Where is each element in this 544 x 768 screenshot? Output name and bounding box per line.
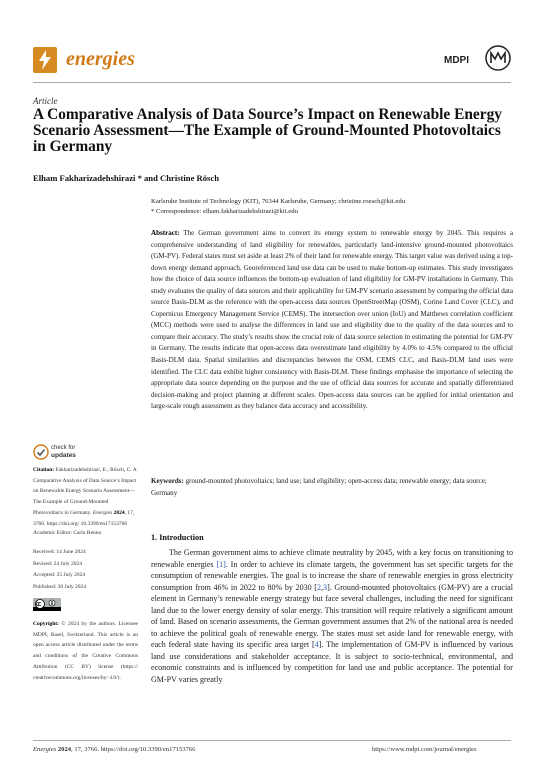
intro-text: The German government aims to achieve climate neutrality by 2045, with a key focus on transitioning to renewable energies — [151, 548, 513, 569]
citation-link[interactable]: 2 — [316, 582, 322, 592]
citation-text: Fakharizadehshirazi, E.; Rösch, C. A Comparative Analysis of Data Source’s Impact on Renewable Energy Scenario Assessment—The Example of Ground-Mounted Photovoltaics in Germany. — [33, 467, 137, 516]
footer-citation — [33, 746, 195, 753]
publisher-name: MDPI — [444, 55, 469, 66]
citation-doi[interactable]: , 17, 3766. https://doi.org/ 10.3390/en17153766 — [33, 509, 135, 527]
intro-text: ]. The implementation of GM-PV is influenced by various land use considerations and stakeholder acceptance. It is subject to socio-technical, environmental, and economic constraints and is influenced by competition for land use and public acceptance. The potential for GM-PV varies greatly — [151, 640, 513, 685]
footer-doi[interactable]: , 17, 3766. https://doi.org/10.3390/en17153766 — [71, 746, 196, 753]
affiliation-block — [151, 197, 511, 217]
footer-rule — [33, 740, 511, 741]
citation-year: 2024 — [113, 509, 125, 516]
intro-text: ]. Ground-mounted photovoltaics (GM-PV) are a crucial element in Germany’s renewable energy strategy but face several challenges, including the need for significant land due to the lower energy density of solar energy. This transition will require relatively a significant amount of land. Based on scenario assessments, the German government assumes that 2% of the national area is needed to achieve the political goals of renewable energy. The states must set aside land for renewable energy, with each federal state having its specific area target [ — [151, 582, 513, 650]
journal-logo-icon — [33, 47, 57, 73]
abstract-text: The German government aims to convert its energy system to renewable energy by 2045. This requires a comprehensive understanding of land eligibility for renewables, particularly land-intensive ground-mounted photovoltaics (GM-PV). Federal states must set aside at least 2% of their land for renewable energy. This target value was derived using a top-down energy demand approach. Georeferenced land use data can be used to make bottom-up estimates. This study investigates how the choice of data source influences the bottom-up evaluation of land eligibility for GM-PV installations in Germany. This study evaluates the quality of data sources and their applicability for GM-PV scenario assessment by comparing the official data source Basis-DLM as the reference with the open-access data sources OpenStreetMap (OSM), Corine Land Cover (CLC), and Copernicus Emergency Management Service (CEMS). The intersection over union (IoU) and Matthews correlation coefficient (MCC) methods were used to analyse the differences in land use and eligibility due to the quality of the data sources and to compare their accuracy. The study’s results show the crucial role of data source selection in estimating the potential for GM-PV in Germany. The results indicate that open-access data overestimate land eligibility by 4.0% to 4.5% compared to the official Basis-DLM data. Spatial similarities and discrepancies between the OSM, CEMS CLC, and Basis-DLM land uses were identified. The CLC data exhibit higher consistency with Basis-DLM. These findings emphasise the importance of selecting the appropriate data source depending on the purpose and the use of official data sources for accurate and spatially differentiated decision-making and project planning at different scales. Open-access data sources can be applied for initial orientation and large-scale rough assessment as they balance data accuracy and accessibility. — [151, 229, 513, 411]
accepted-date: Accepted: 25 July 2024 — [33, 572, 86, 578]
keywords — [151, 476, 513, 499]
citation-journal: Energies — [92, 509, 113, 516]
check-line1: check for — [51, 445, 76, 451]
footer-year: 2024 — [57, 746, 72, 753]
intro-paragraph — [151, 547, 513, 686]
cc-by-license-icon[interactable] — [33, 598, 61, 611]
paper-title: A Comparative Analysis of Data Source’s Impact on Renewable Energy Scenario Assessment—The Example of Ground-Mounted Photovoltaics in Germany — [33, 106, 502, 155]
copyright-block — [33, 619, 138, 683]
article-type: Article — [33, 96, 58, 106]
header-rule — [33, 82, 511, 83]
citation-link[interactable]: [1] — [216, 559, 226, 569]
published-date: Published: 30 July 2024 — [33, 583, 87, 590]
footer-journal: Energies — [33, 746, 57, 753]
intro-text: , — [321, 582, 324, 592]
citation-block — [33, 465, 138, 529]
check-for-updates-icon[interactable] — [33, 444, 49, 460]
abstract-label: Abstract: — [151, 229, 180, 237]
intro-text: . In order to achieve its climate targets, the government has set specific targets for the consumption of renewable energies. The goal is to increase the share of renewable energies in gross electricity consumption from 46% in 2022 to 80% by 2030 [ — [151, 559, 513, 592]
revised-date: Revised: 24 July 2024 — [33, 560, 83, 567]
correspondence: * Correspondence: elham.fakharizadehshirazi@kit.edu — [151, 208, 298, 215]
received-date: Received: 14 June 2024 — [33, 549, 86, 555]
affiliation: Karlsruhe Institute of Technology (KIT), 76344 Karlsruhe, Germany; christine.roesch@kit.edu — [151, 198, 406, 205]
check-for-updates[interactable] — [51, 445, 76, 460]
copyright-label: Copyright: — [33, 621, 59, 627]
mdpi-logo-icon — [484, 44, 512, 72]
abstract — [151, 228, 513, 413]
copyright-text: © 2024 by the authors. Licensee MDPI, Basel, Switzerland. This article is an open access article distributed under the terms and conditions of the Creative Commons Attribution (CC BY) license (https:// creativecommons.org/licenses/by/ 4.0/). — [33, 621, 138, 681]
dates-block — [33, 547, 138, 593]
introduction-body — [151, 547, 513, 686]
section-heading: 1. Introduction — [151, 533, 204, 542]
citation-label: Citation: — [33, 467, 55, 473]
footer-url[interactable]: https://www.mdpi.com/journal/energies — [372, 746, 477, 753]
journal-name: energies — [66, 48, 135, 70]
check-line2: updates — [51, 452, 76, 459]
authors: Elham Fakharizadehshirazi * and Christine Rösch — [33, 173, 219, 183]
academic-editor: Academic Editor: Carlo Renno — [33, 530, 102, 536]
keywords-text: ground-mounted photovoltaics; land use; land eligibility; open-access data; renewable energy; data source; Germany — [151, 477, 487, 497]
citation-link[interactable]: 3 — [323, 582, 328, 592]
citation-link[interactable]: 4 — [314, 640, 319, 650]
keywords-label: Keywords: — [151, 477, 184, 485]
